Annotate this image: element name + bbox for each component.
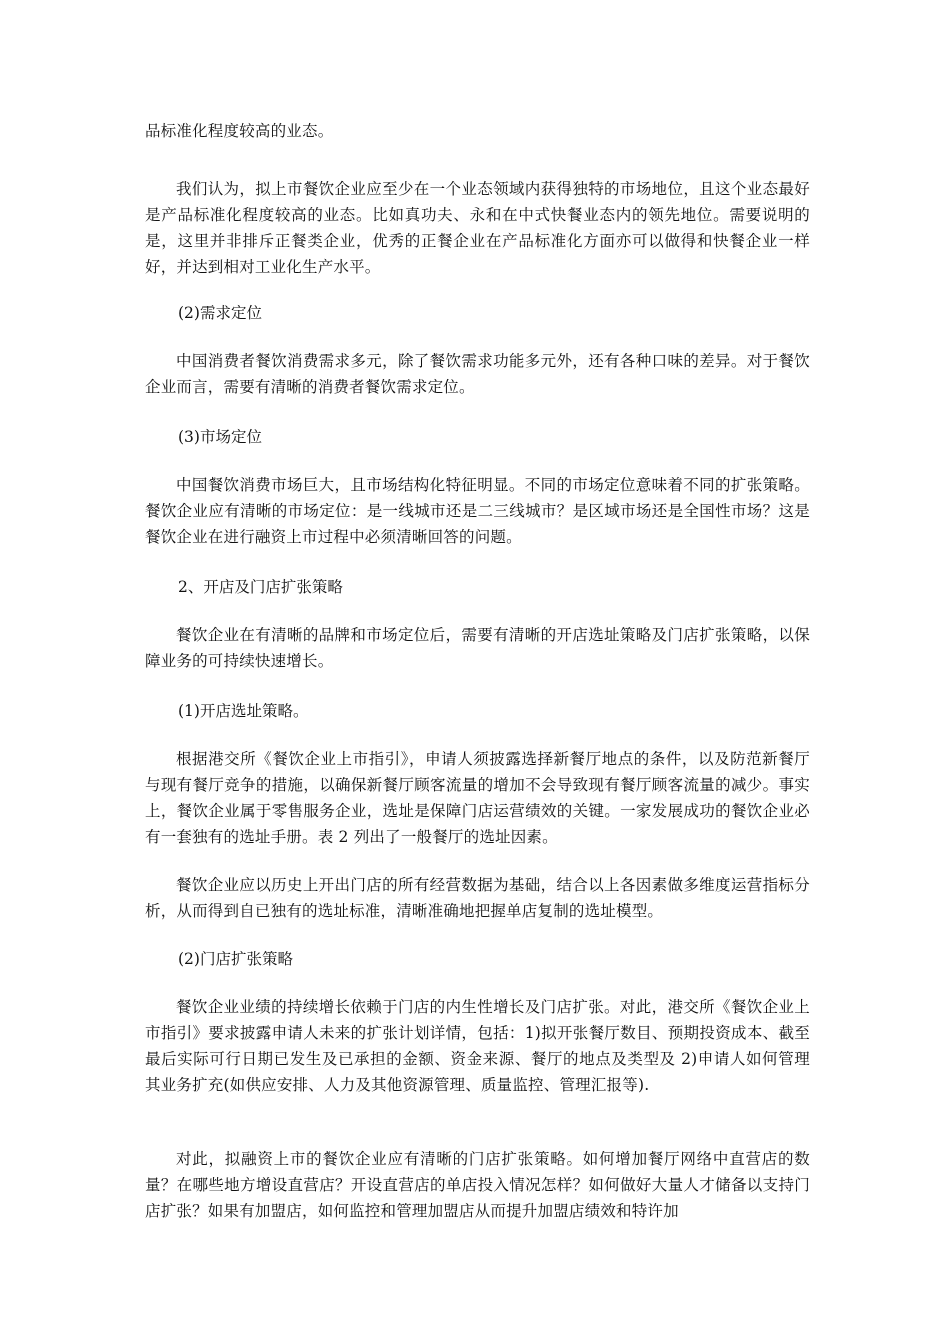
paragraph-expansion-questions: 对此，拟融资上市的餐饮企业应有清晰的门店扩张策略。如何增加餐厅网络中直营店的数量？在哪些地方增设直营店？开设直营店的单店投入情况怎样？如何做好大量人才储备以支持门店扩张？如果有加盟店，如何监控和管理加盟店从而提升加盟店绩效和特许加 (145, 1150, 810, 1220)
heading-market-positioning: (3)市场定位 (178, 428, 262, 446)
paragraph-site-selection: 根据港交所《餐饮企业上市指引》，申请人须披露选择新餐厅地点的条件，以及防范新餐厅与现有餐厅竞争的措施，以确保新餐厅顾客流量的增加不会导致现有餐厅顾客流量的减少。事实上，餐饮企业属于零售服务企业，选址是保障门店运营绩效的关键。一家发展成功的餐饮企业必有一套独有的选址手册。表 2 列出了一般餐厅的选址因素。 (145, 750, 810, 846)
heading-expansion-strategy: (2)门店扩张策略 (178, 950, 293, 968)
paragraph-market-positioning: 中国餐饮消费市场巨大，且市场结构化特征明显。不同的市场定位意味着不同的扩张策略。餐饮企业应有清晰的市场定位：是一线城市还是二三线城市？是区域市场还是全国性市场？这是餐饮企业在进行融资上市过程中必须清晰回答的问题。 (145, 476, 810, 546)
paragraph-market-position: 我们认为，拟上市餐饮企业应至少在一个业态领域内获得独特的市场地位，且这个业态最好是产品标准化程度较高的业态。比如真功夫、永和在中式快餐业态内的领先地位。需要说明的是，这里并非排斥正餐类企业，优秀的正餐企业在产品标准化方面亦可以做得和快餐企业一样好，并达到相对工业化生产水平。 (145, 180, 810, 276)
heading-store-expansion-strategy: 2、开店及门店扩张策略 (178, 578, 343, 596)
paragraph-store-expansion-intro: 餐饮企业在有清晰的品牌和市场定位后，需要有清晰的开店选址策略及门店扩张策略，以保障业务的可持续快速增长。 (145, 626, 810, 670)
heading-site-selection: (1)开店选址策略。 (178, 702, 309, 720)
paragraph-site-model: 餐饮企业应以历史上开出门店的所有经营数据为基础，结合以上各因素做多维度运营指标分析，从而得到自已独有的选址标准，清晰准确地把握单店复制的选址模型。 (145, 876, 810, 920)
paragraph-continuation: 品标准化程度较高的业态。 (145, 122, 334, 140)
heading-demand-positioning: (2)需求定位 (178, 304, 262, 322)
paragraph-expansion-requirements: 餐饮企业业绩的持续增长依赖于门店的内生性增长及门店扩张。对此，港交所《餐饮企业上市指引》要求披露申请人未来的扩张计划详情，包括：1)拟开张餐厅数目、预期投资成本、截至最后实际可行日期已发生及已承担的金额、资金来源、餐厅的地点及类型及 2)申请人如何管理其业务扩充(如供应安排、人力及其他资源管理、质量监控、管理汇报等). (145, 998, 810, 1094)
paragraph-demand-positioning: 中国消费者餐饮消费需求多元，除了餐饮需求功能多元外，还有各种口味的差异。对于餐饮企业而言，需要有清晰的消费者餐饮需求定位。 (145, 352, 810, 396)
